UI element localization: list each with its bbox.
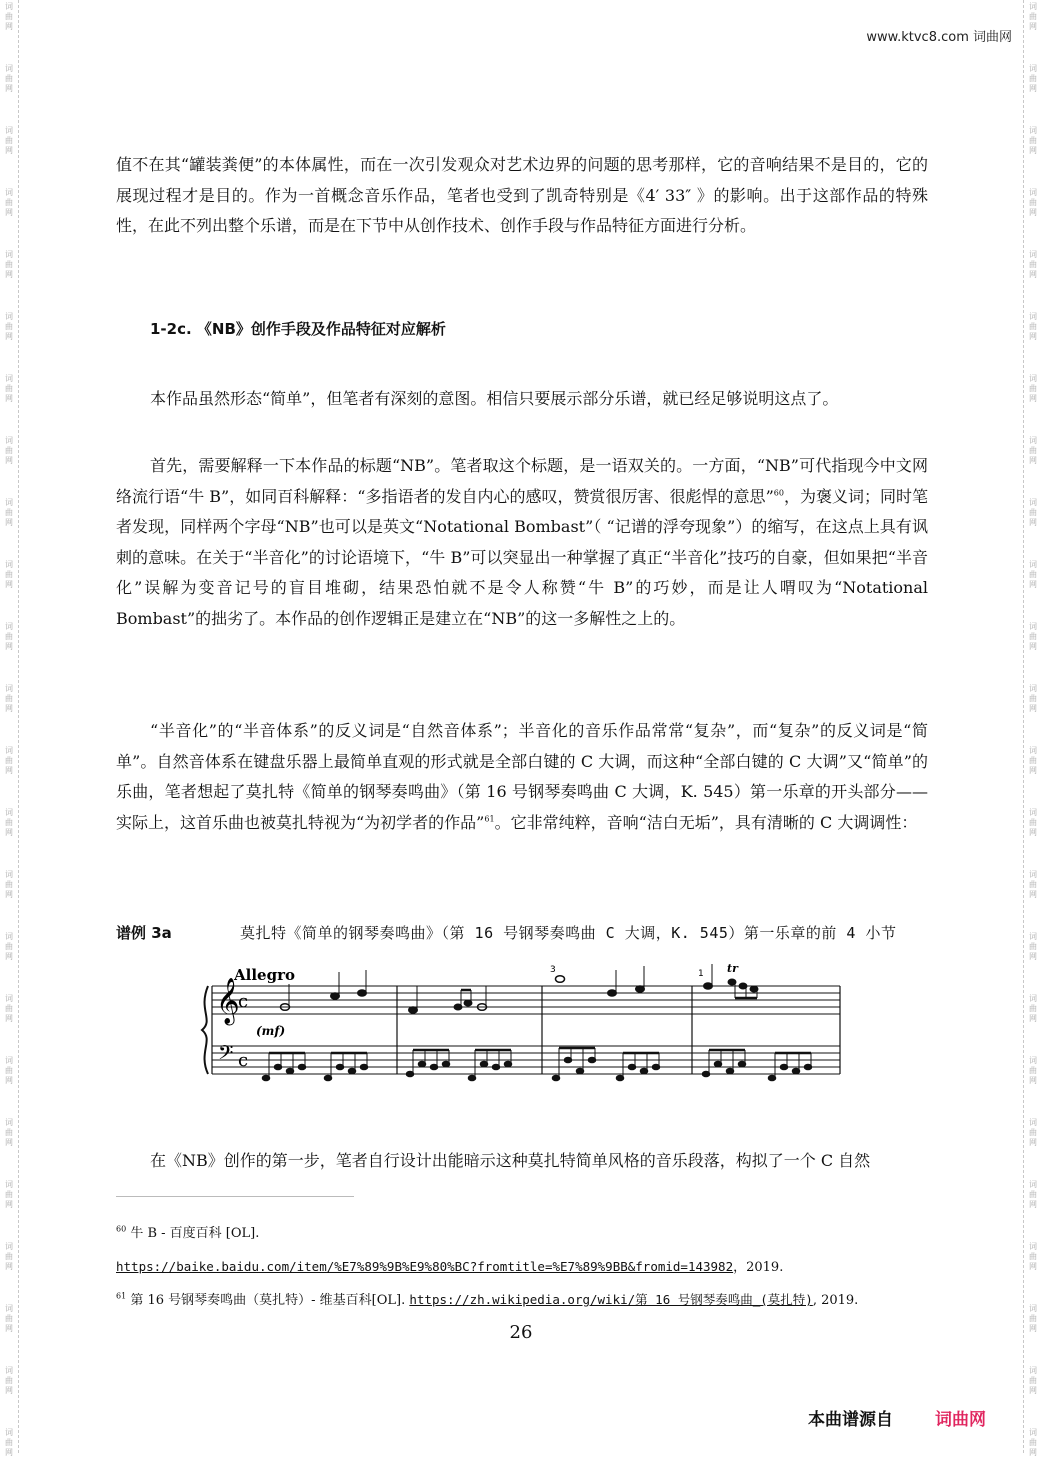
example-label: 谱例 3a xyxy=(116,924,172,942)
grand-staff-brace xyxy=(202,986,208,1074)
source-site-name[interactable]: 词曲网 xyxy=(935,1410,986,1430)
side-watermark-left: 词 曲 网 xyxy=(5,1118,13,1147)
side-watermark-left: 词 曲 网 xyxy=(5,312,13,341)
side-watermark-left: 词 曲 网 xyxy=(5,932,13,961)
side-watermark-right: 词 曲 网 xyxy=(1029,1366,1037,1395)
side-watermark-right: 词 曲 网 xyxy=(1029,498,1037,527)
side-watermark-left: 词 曲 网 xyxy=(5,1428,13,1457)
paragraph-diatonic: “半音化”的“半音体系”的反义词是“自然音体系”；半音化的音乐作品常常“复杂”，而“复杂”的反义词是“简单”。自然音体系在键盘乐器上最简单直观的形式就是全部白键的 C 大调，而这种“全部白键的 C 大调”又“简单”的乐曲，笔者想起了莫扎特《简单的钢琴奏鸣曲》（第 16 号钢琴奏鸣曲 C 大调，K. 545）第一乐章的开头部分——实际上，这首乐曲也被莫扎特视为“为初学者的作品”$^{61}$。它非常纯粹，音响“洁白无垢”，具有清晰的 C 大调调性： xyxy=(116,721,928,832)
tempo-marking: Allegro xyxy=(234,966,295,984)
bass-group-3 xyxy=(406,1050,450,1077)
bass-group-4 xyxy=(468,1050,512,1081)
bass-group-7 xyxy=(702,1050,746,1077)
bass-staff xyxy=(212,1046,840,1074)
paragraph-intro: 值不在其“罐装粪便”的本体属性，而在一次引发观众对艺术边界的问题的思考那样，它的音响结果不是目的，它的展现过程才是目的。作为一首概念音乐作品，笔者也受到了凯奇特别是《4′ 33″ 》的影响。出于这部作品的特殊性，在此不列出整个乐谱，而是在下节中从创作技术、创作手段与作品特征方面进行分析。 xyxy=(116,155,928,235)
side-watermark-right: 词 曲 网 xyxy=(1029,994,1037,1023)
side-watermark-right: 词 曲 网 xyxy=(1029,1118,1037,1147)
side-watermark-right: 词 曲 网 xyxy=(1029,312,1037,341)
dynamic-marking: (mf) xyxy=(256,1024,286,1038)
footnote-60-link-line: https://baike.baidu.com/item/%E7%89%9B%E9%80%BC?fromtitle=%E7%89%9BB&fromid=143982，2019. xyxy=(116,1259,784,1275)
side-watermark-left: 词 曲 网 xyxy=(5,870,13,899)
side-watermark-right: 词 曲 网 xyxy=(1029,1304,1037,1333)
side-watermark-left: 词 曲 网 xyxy=(5,560,13,589)
paragraph-title-meaning: 首先，需要解释一下本作品的标题“NB”。笔者取这个标题，是一语双关的。一方面，“NB”可代指现今中文网络流行语“牛 B”，如同百科解释：“多指语者的发自内心的感叹，赞赏很厉害、很彪悍的意思”$^{60}$，为褒义词；同时笔者发现，同样两个字母“NB”也可以是英文“Notational Bombast”（ “记谱的浮夸现象”）的缩写，在这点上具有讽刺的意味。在关于“半音化”的讨论语境下，“牛 B”可以突显出一种掌握了真正“半音化”技巧的自豪，但如果把“半音化”误解为变音记号的盲目堆砌，结果恐怕就不是令人称赞“牛 B”的巧妙，而是让人喟叹为“Notational Bombast”的拙劣了。本作品的创作逻辑正是建立在“NB”的这一多解性之上的。 xyxy=(116,456,928,628)
side-watermark-left: 词 曲 网 xyxy=(5,808,13,837)
footnote-60: $^{60}$ 牛 B - 百度百科 [OL]. xyxy=(116,1224,260,1241)
source-label: 本曲谱源自 xyxy=(808,1410,893,1430)
side-watermark-left: 词 曲 网 xyxy=(5,64,13,93)
paragraph-first-step: 在《NB》创作的第一步，笔者自行设计出能暗示这种莫扎特简单风格的音乐段落，构拟了一个 C 自然 xyxy=(150,1151,871,1170)
side-watermark-left: 词 曲 网 xyxy=(5,1056,13,1085)
side-watermark-right: 词 曲 网 xyxy=(1029,2,1037,31)
side-watermark-right: 词 曲 网 xyxy=(1029,560,1037,589)
right-watermark-strip xyxy=(1023,0,1042,1457)
footnote-61-link[interactable]: https://zh.wikipedia.org/wiki/第 16 号钢琴奏鸣曲_(莫扎特) xyxy=(409,1292,813,1307)
side-watermark-left: 词 曲 网 xyxy=(5,1180,13,1209)
side-watermark-right: 词 曲 网 xyxy=(1029,932,1037,961)
side-watermark-right: 词 曲 网 xyxy=(1029,808,1037,837)
bass-clef: 𝄢 xyxy=(218,1041,234,1069)
music-score xyxy=(200,960,850,1090)
side-watermark-left: 词 曲 网 xyxy=(5,2,13,31)
footnote-divider xyxy=(116,1196,354,1197)
side-watermark-left: 词 曲 网 xyxy=(5,622,13,651)
side-watermark-right: 词 曲 网 xyxy=(1029,684,1037,713)
side-watermark-right: 词 曲 网 xyxy=(1029,64,1037,93)
side-watermark-left: 词 曲 网 xyxy=(5,994,13,1023)
side-watermark-left: 词 曲 网 xyxy=(5,746,13,775)
paragraph-purpose: 本作品虽然形态“简单”，但笔者有深刻的意图。相信只要展示部分乐谱，就已经足够说明这点了。 xyxy=(150,389,839,408)
trill-mark: tr xyxy=(727,962,738,975)
treble-clef: 𝄞 xyxy=(216,978,240,1024)
side-watermark-left: 词 曲 网 xyxy=(5,1304,13,1333)
side-watermark-right: 词 曲 网 xyxy=(1029,1056,1037,1085)
fingering-1: 1 xyxy=(698,969,704,979)
side-watermark-right: 词 曲 网 xyxy=(1029,1242,1037,1271)
site-watermark: www.ktvc8.com 词曲网 xyxy=(866,30,1012,45)
side-watermark-left: 词 曲 网 xyxy=(5,250,13,279)
time-sig-treble: c xyxy=(238,991,249,1012)
footnote-ref-60[interactable]: 60 xyxy=(773,488,784,498)
example-caption: 莫扎特《简单的钢琴奏鸣曲》（第 16 号钢琴奏鸣曲 C 大调，K. 545）第一乐章的前 4 小节 xyxy=(240,924,897,942)
source-branding xyxy=(808,1405,986,1430)
side-watermark-right: 词 曲 网 xyxy=(1029,622,1037,651)
time-sig-bass: c xyxy=(238,1050,249,1071)
side-watermark-left: 词 曲 网 xyxy=(5,374,13,403)
footnote-60-link[interactable]: https://baike.baidu.com/item/%E7%89%9B%E9%80%BC?fromtitle=%E7%89%9BB&fromid=143982 xyxy=(116,1259,734,1274)
side-watermark-right: 词 曲 网 xyxy=(1029,1180,1037,1209)
side-watermark-right: 词 曲 网 xyxy=(1029,1428,1037,1457)
side-watermark-left: 词 曲 网 xyxy=(5,1242,13,1271)
treble-notes xyxy=(281,964,759,1013)
side-watermark-left: 词 曲 网 xyxy=(5,684,13,713)
side-watermark-left: 词 曲 网 xyxy=(5,126,13,155)
footnote-61: $^{61}$ 第 16 号钢琴奏鸣曲（莫扎特）- 维基百科[OL]. https://zh.wikipedia.org/wiki/第 16 号钢琴奏鸣曲_(莫扎特), 2019. xyxy=(116,1291,859,1308)
fingering-3: 3 xyxy=(550,965,556,975)
side-watermark-right: 词 曲 网 xyxy=(1029,126,1037,155)
footnote-ref-61[interactable]: 61 xyxy=(484,814,495,824)
side-watermark-right: 词 曲 网 xyxy=(1029,374,1037,403)
section-heading: 1-2c. 《NB》创作手段及作品特征对应解析 xyxy=(150,320,446,338)
side-watermark-left: 词 曲 网 xyxy=(5,188,13,217)
side-watermark-right: 词 曲 网 xyxy=(1029,188,1037,217)
side-watermark-right: 词 曲 网 xyxy=(1029,436,1037,465)
page-number: 26 xyxy=(509,1322,533,1343)
side-watermark-right: 词 曲 网 xyxy=(1029,250,1037,279)
side-watermark-left: 词 曲 网 xyxy=(5,498,13,527)
side-watermark-right: 词 曲 网 xyxy=(1029,746,1037,775)
side-watermark-left: 词 曲 网 xyxy=(5,1366,13,1395)
side-watermark-right: 词 曲 网 xyxy=(1029,870,1037,899)
left-watermark-strip xyxy=(0,0,19,1457)
side-watermark-left: 词 曲 网 xyxy=(5,436,13,465)
